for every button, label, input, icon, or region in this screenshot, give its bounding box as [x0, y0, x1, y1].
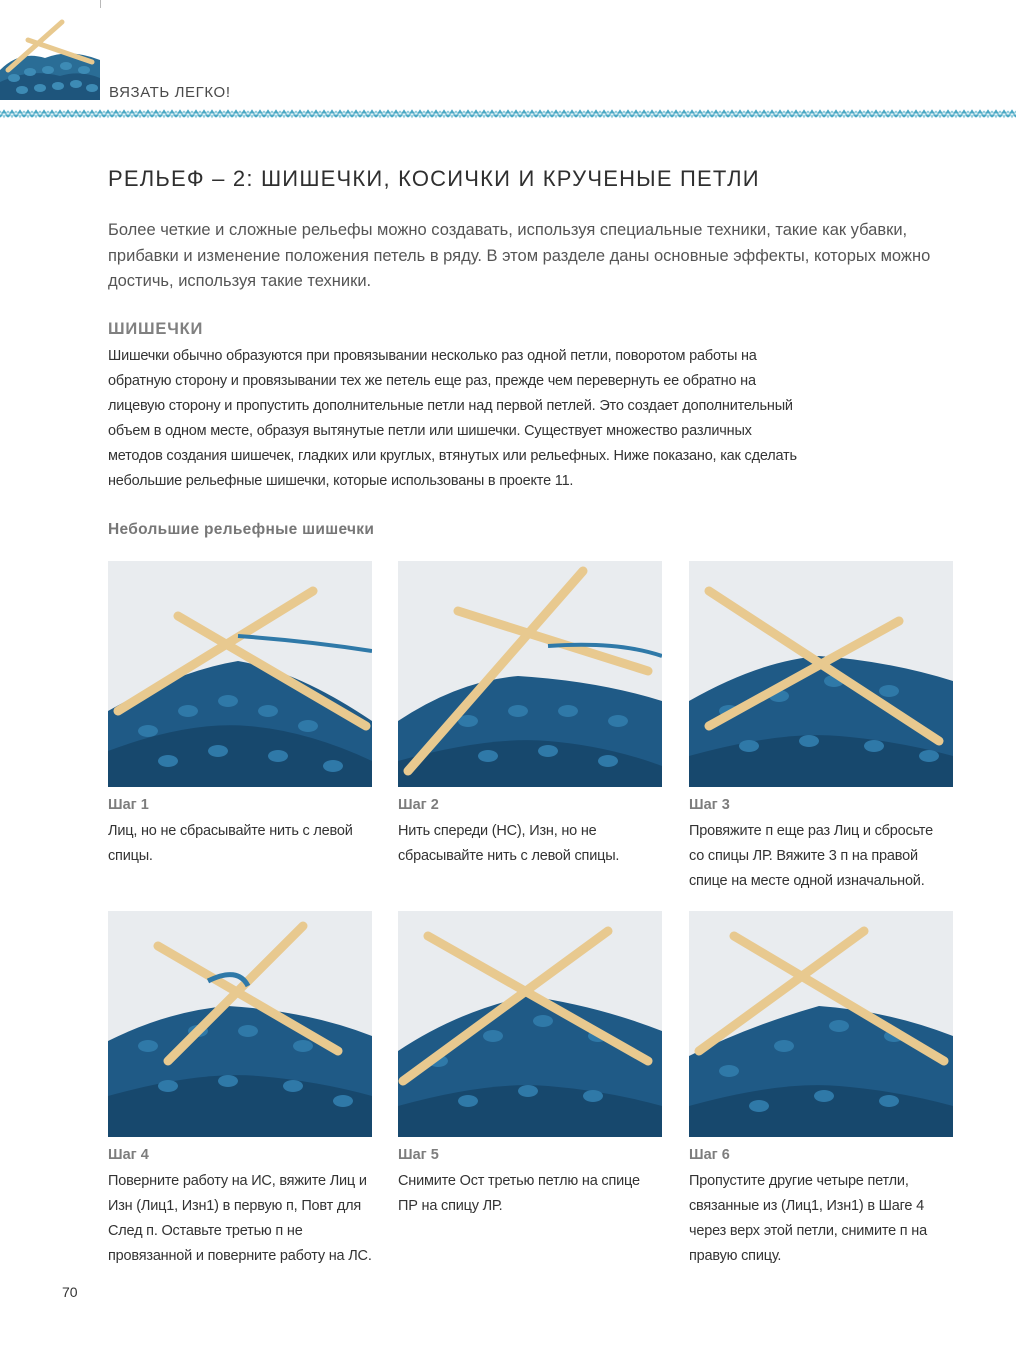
step-4-photo	[108, 911, 372, 1137]
page-number: 70	[62, 1284, 78, 1300]
step-3-text: Провяжите п еще раз Лиц и сбросьте со спицы ЛР. Вяжите 3 п на правой спице на месте одной изначальной.	[689, 823, 933, 889]
step-4-label: Шаг 4	[108, 1147, 149, 1163]
step-6-photo	[689, 911, 953, 1137]
body-paragraph: Шишечки обычно образуются при провязывании несколько раз одной петли, поворотом работы на обратную сторону и провязывании тех же петель еще раз, прежде чем перевернуть ее обратно на лицевую сторону и пропустить дополнительные петли над первой петлей. Это создает дополнительный объем в одном месте, образуя вытянутые петли или шишечки. Существует множество различных методов создания шишечек, гладких или круглых, втянутых или рельефных. Ниже показано, как сделать небольшие рельефные шишечки, которые использованы в проекте 11.	[108, 348, 797, 489]
step-1-photo	[108, 561, 372, 787]
step-2-text: Нить спереди (НС), Изн, но не сбрасывайте нить с левой спицы.	[398, 823, 620, 864]
step-1-label: Шаг 1	[108, 797, 149, 813]
figure-heading: Небольшие рельефные шишечки	[108, 521, 375, 538]
corner-knitting-photo	[0, 0, 100, 100]
subheading-bobbles: ШИШЕЧКИ	[108, 320, 204, 338]
step-2-photo	[398, 561, 662, 787]
step-3-label: Шаг 3	[689, 797, 730, 813]
step-1-text: Лиц, но не сбрасывайте нить с левой спицы.	[108, 823, 353, 864]
step-4-text: Поверните работу на ИС, вяжите Лиц и Изн (Лиц1, Изн1) в первую п, Повт для След п. Оставьте третью п не провязанной и поверните работу на ЛС.	[108, 1173, 372, 1264]
crop-mark	[100, 0, 101, 8]
intro-paragraph: Более четкие и сложные рельефы можно создавать, используя специальные техники, такие как убавки, прибавки и изменение положения петель в ряду. В этом разделе даны основные эффекты, которых можно достичь, используя такие техники.	[108, 221, 931, 290]
braided-rule	[0, 108, 1016, 120]
step-6-text: Пропустите другие четыре петли, связанные из (Лиц1, Изн1) в Шаге 4 через верх этой петли, снимите п на правую спицу.	[689, 1173, 927, 1264]
step-3-photo	[689, 561, 953, 787]
step-6-label: Шаг 6	[689, 1147, 730, 1163]
section-title: РЕЛЬЕФ – 2: ШИШЕЧКИ, КОСИЧКИ И КРУЧЕНЫЕ ПЕТЛИ	[108, 166, 760, 191]
running-head: ВЯЗАТЬ ЛЕГКО!	[109, 84, 231, 101]
step-5-text: Снимите Ост третью петлю на спице ПР на спицу ЛР.	[398, 1173, 640, 1214]
step-2-label: Шаг 2	[398, 797, 439, 813]
step-5-photo	[398, 911, 662, 1137]
step-5-label: Шаг 5	[398, 1147, 439, 1163]
